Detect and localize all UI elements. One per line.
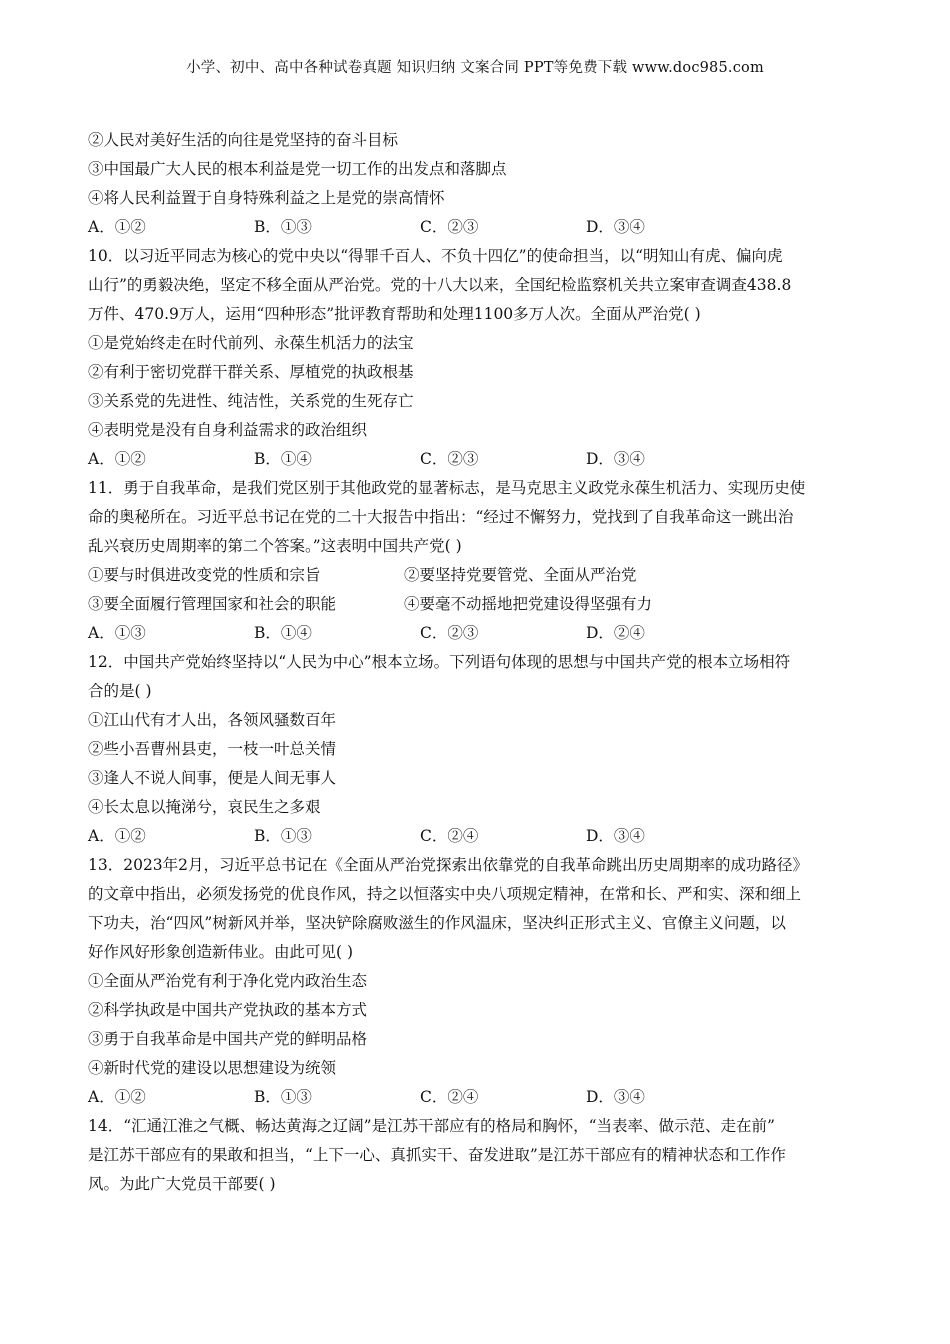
q14-stem-line-1: 14．“汇通江淮之气概、畅达黄海之辽阔”是江苏干部应有的格局和胸怀，“当表率、做示范、走在前” — [88, 1117, 775, 1135]
q10-option-a: A．①② — [88, 450, 146, 468]
q11-item-3: ③要全面履行管理国家和社会的职能 — [88, 595, 337, 613]
q13-item-3: ③勇于自我革命是中国共产党的鲜明品格 — [88, 1030, 368, 1048]
question-14 — [88, 1112, 866, 1199]
q13-item-4: ④新时代党的建设以思想建设为统领 — [88, 1059, 337, 1077]
q11-items-row-1 — [88, 561, 866, 590]
question-13 — [88, 851, 866, 1112]
question-9-tail — [88, 126, 866, 242]
q13-option-b: B．①③ — [254, 1088, 312, 1106]
q10-option-b: B．①④ — [254, 450, 312, 468]
q11-item-2: ②要坚持党要管党、全面从严治党 — [404, 566, 637, 584]
q10-item-4: ④表明党是没有自身利益需求的政治组织 — [88, 421, 368, 439]
q12-item-3: ③逢人不说人间事，便是人间无事人 — [88, 769, 337, 787]
q11-options — [88, 619, 866, 648]
q9-item-3: ③中国最广大人民的根本利益是党一切工作的出发点和落脚点 — [88, 160, 507, 178]
q13-option-a: A．①② — [88, 1088, 146, 1106]
q13-stem-line-3: 下功夫，治“四风”树新风并举，坚决铲除腐败滋生的作风温床，坚决纠正形式主义、官僚主义问题，以 — [88, 914, 786, 932]
q12-item-4: ④长太息以掩涕兮，哀民生之多艰 — [88, 798, 321, 816]
q13-stem-line-2: 的文章中指出，必须发扬党的优良作风，持之以恒落实中央八项规定精神，在常和长、严和实、深和细上 — [88, 885, 802, 903]
q11-stem-line-3: 乱兴衰历史周期率的第二个答案。”这表明中国共产党( ) — [88, 537, 462, 555]
question-10 — [88, 242, 866, 474]
q13-stem-line-1: 13．2023年2月，习近平总书记在《全面从严治党探索出依靠党的自我革命跳出历史周期率的成功路径》 — [88, 856, 809, 874]
q13-item-1: ①全面从严治党有利于净化党内政治生态 — [88, 972, 368, 990]
q13-options — [88, 1083, 866, 1112]
question-11 — [88, 474, 866, 648]
q11-option-b: B．①④ — [254, 624, 312, 642]
q14-stem-line-2: 是江苏干部应有的果敢和担当，“上下一心、真抓实干、奋发进取”是江苏干部应有的精神状态和工作作 — [88, 1146, 786, 1164]
q12-item-1: ①江山代有才人出，各领风骚数百年 — [88, 711, 337, 729]
q9-item-4: ④将人民利益置于自身特殊利益之上是党的崇高情怀 — [88, 189, 445, 207]
q10-option-d: D．③④ — [586, 450, 645, 468]
q11-item-1: ①要与时俱进改变党的性质和宗旨 — [88, 566, 321, 584]
q12-stem-line-2: 合的是( ) — [88, 682, 152, 700]
q10-item-2: ②有利于密切党群干群关系、厚植党的执政根基 — [88, 363, 414, 381]
document-body — [88, 126, 866, 1199]
q11-option-a: A．①③ — [88, 624, 146, 642]
q12-options — [88, 822, 866, 851]
q11-option-d: D．②④ — [586, 624, 645, 642]
q9-item-2: ②人民对美好生活的向往是党坚持的奋斗目标 — [88, 131, 399, 149]
q13-item-2: ②科学执政是中国共产党执政的基本方式 — [88, 1001, 368, 1019]
q9-option-b: B．①③ — [254, 218, 312, 236]
q13-option-d: D．③④ — [586, 1088, 645, 1106]
q9-option-c: C．②③ — [420, 218, 479, 236]
q11-option-c: C．②③ — [420, 624, 479, 642]
question-12 — [88, 648, 866, 851]
q11-stem-line-2: 命的奥秘所在。习近平总书记在党的二十大报告中指出：“经过不懈努力，党找到了自我革命这一跳出治 — [88, 508, 794, 526]
q10-item-3: ③关系党的先进性、纯洁性，关系党的生死存亡 — [88, 392, 414, 410]
q11-items-row-2 — [88, 590, 866, 619]
q12-option-c: C．②④ — [420, 827, 479, 845]
q10-stem-line-3: 万件、470.9万人，运用“四种形态”批评教育帮助和处理1100多万人次。全面从严治党( ) — [88, 305, 701, 323]
q10-item-1: ①是党始终走在时代前列、永葆生机活力的法宝 — [88, 334, 414, 352]
q9-option-a: A．①② — [88, 218, 146, 236]
q10-stem-line-2: 山行”的勇毅决绝，坚定不移全面从严治党。党的十八大以来，全国纪检监察机关共立案审查调查438.8 — [88, 276, 792, 294]
q11-stem-line-1: 11．勇于自我革命，是我们党区别于其他政党的显著标志，是马克思主义政党永葆生机活力、实现历史使 — [88, 479, 806, 497]
q12-item-2: ②些小吾曹州县吏，一枝一叶总关情 — [88, 740, 337, 758]
page-header: 小学、初中、高中各种试卷真题 知识归纳 文案合同 PPT等免费下载 www.doc985.com — [186, 60, 764, 76]
q12-stem-line-1: 12．中国共产党始终坚持以“人民为中心”根本立场。下列语句体现的思想与中国共产党的根本立场相符 — [88, 653, 791, 671]
q9-option-d: D．③④ — [586, 218, 645, 236]
q10-option-c: C．②③ — [420, 450, 479, 468]
q9-options — [88, 213, 866, 242]
q12-option-a: A．①② — [88, 827, 146, 845]
q10-options — [88, 445, 866, 474]
q12-option-b: B．①③ — [254, 827, 312, 845]
q12-option-d: D．③④ — [586, 827, 645, 845]
q10-stem-line-1: 10．以习近平同志为核心的党中央以“得罪千百人、不负十四亿”的使命担当，以“明知山有虎、偏向虎 — [88, 247, 783, 265]
q13-stem-line-4: 好作风好形象创造新伟业。由此可见( ) — [88, 943, 354, 961]
q14-stem-line-3: 风。为此广大党员干部要( ) — [88, 1175, 276, 1193]
q11-item-4: ④要毫不动摇地把党建设得坚强有力 — [404, 595, 653, 613]
q13-option-c: C．②④ — [420, 1088, 479, 1106]
